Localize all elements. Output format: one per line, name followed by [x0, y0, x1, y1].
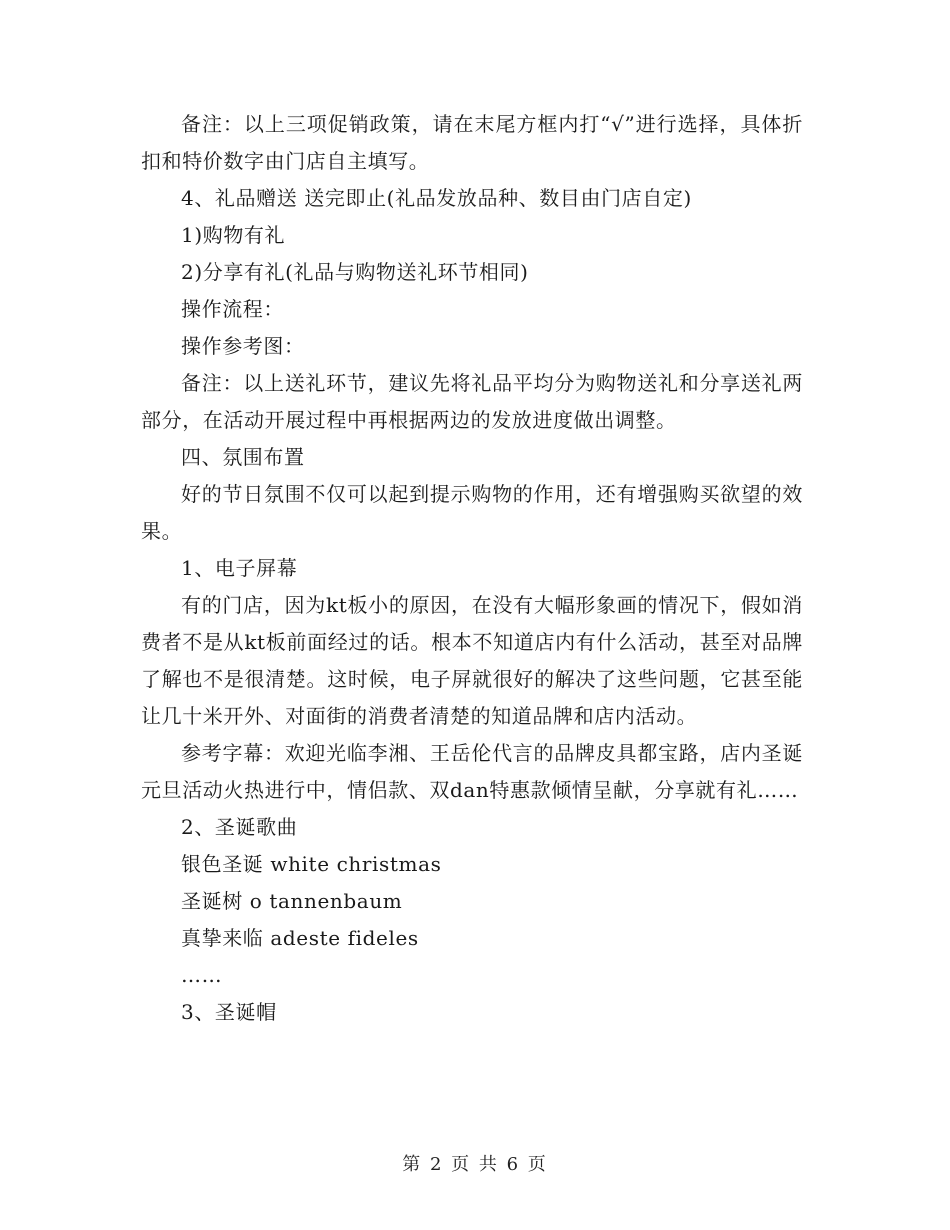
song-item-adeste-fideles: 真挚来临 adeste fideles	[181, 926, 419, 950]
reference-subtitle-paragraph: 参考字幕：欢迎光临李湘、王岳伦代言的品牌皮具都宝路，店内圣诞元旦活动火热进行中，情侣款、双dan特惠款倾情呈献，分享就有礼……	[141, 741, 803, 802]
operation-reference-label: 操作参考图：	[181, 334, 305, 358]
song-list-ellipsis: ……	[181, 963, 223, 987]
atmosphere-intro-paragraph: 好的节日氛围不仅可以起到提示购物的作用，还有增强购买欲望的效果。	[141, 482, 803, 543]
christmas-hat-heading: 3、圣诞帽	[181, 1000, 277, 1024]
electronic-screen-heading: 1、电子屏幕	[181, 556, 298, 580]
electronic-screen-paragraph: 有的门店，因为kt板小的原因，在没有大幅形象画的情况下，假如消费者不是从kt板前面经过的话。根本不知道店内有什么活动，甚至对品牌了解也不是很清楚。这时候，电子屏就很好的解决了这些问题，它甚至能让几十米开外、对面街的消费者清楚的知道品牌和店内活动。	[141, 593, 803, 728]
song-item-white-christmas: 银色圣诞 white christmas	[181, 852, 442, 876]
gift-item-sharing: 2)分享有礼(礼品与购物送礼环节相同)	[181, 260, 529, 284]
gift-item-shopping: 1)购物有礼	[181, 223, 286, 247]
section-gift-heading: 4、礼品赠送 送完即止(礼品发放品种、数目由门店自定)	[181, 186, 692, 210]
operation-flow-label: 操作流程：	[181, 297, 284, 321]
page-footer: 第 2 页 共 6 页	[402, 1154, 548, 1175]
remark-promotion-paragraph: 备注：以上三项促销政策，请在末尾方框内打“√”进行选择，具体折扣和特价数字由门店自主填写。	[141, 112, 803, 173]
section-atmosphere-heading: 四、氛围布置	[181, 445, 305, 469]
document-body	[141, 106, 803, 1031]
remark-gift-paragraph: 备注：以上送礼环节，建议先将礼品平均分为购物送礼和分享送礼两部分，在活动开展过程中再根据两边的发放进度做出调整。	[141, 371, 803, 432]
christmas-songs-heading: 2、圣诞歌曲	[181, 815, 298, 839]
song-item-tannenbaum: 圣诞树 o tannenbaum	[181, 889, 403, 913]
